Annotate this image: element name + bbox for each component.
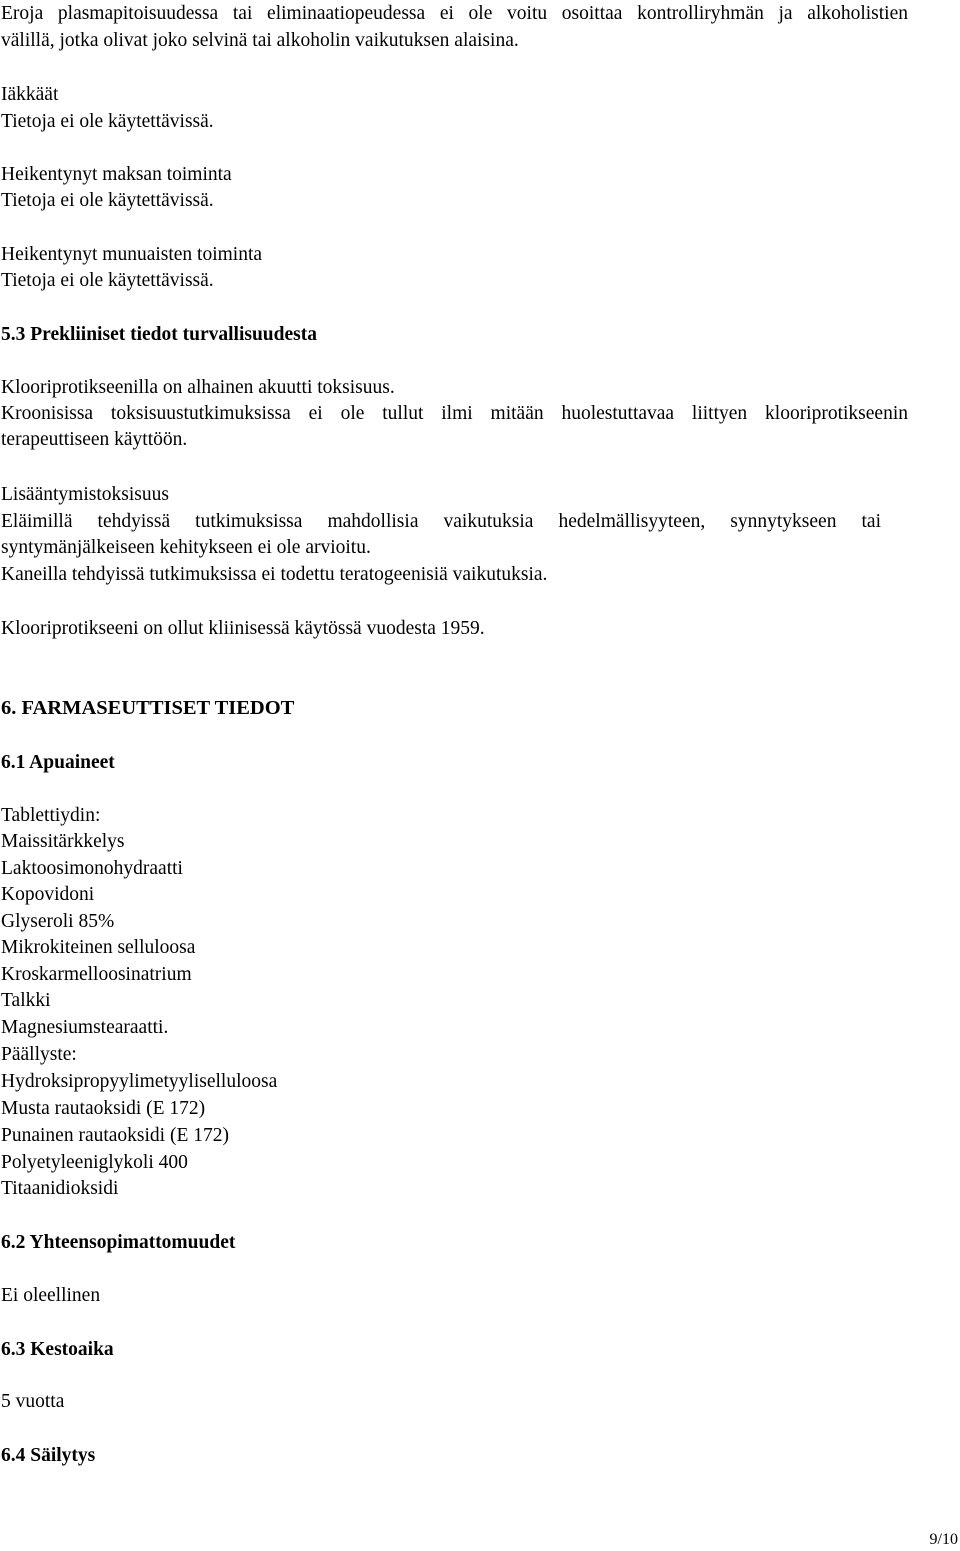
subheading-hepatic: Heikentynyt maksan toiminta [1, 164, 232, 185]
paragraph-line: Klooriprotikseenilla on alhainen akuutti toksisuus. [1, 377, 395, 398]
section-heading-6-1: 6.1 Apuaineet [1, 752, 115, 773]
paragraph-line: Klooriprotikseeni on ollut kliinisessä käytössä vuodesta 1959. [1, 618, 485, 639]
excipient-item: Hydroksipropyylimetyyliselluloosa [1, 1071, 278, 1092]
excipient-item: Mikrokiteinen selluloosa [1, 937, 196, 958]
section-heading-5-3: 5.3 Prekliiniset tiedot turvallisuudesta [1, 324, 317, 345]
subheading-elderly: Iäkkäät [1, 84, 59, 105]
excipient-item: Laktoosimonohydraatti [1, 858, 183, 879]
paragraph-line: 5 vuotta [1, 1391, 65, 1412]
paragraph-line: Kaneilla tehdyissä tutkimuksissa ei todettu teratogeenisiä vaikutuksia. [1, 564, 548, 585]
excipient-item: Kopovidoni [1, 884, 95, 905]
section-heading-6-4: 6.4 Säilytys [1, 1445, 96, 1466]
excipient-group-label: Tablettiydin: [1, 805, 101, 826]
excipient-item: Talkki [1, 990, 51, 1011]
excipient-item: Punainen rautaoksidi (E 172) [1, 1125, 229, 1146]
page-number: 9/10 [929, 1531, 958, 1548]
paragraph-line: Tietoja ei ole käytettävissä. [1, 190, 214, 211]
paragraph-line: Ei oleellinen [1, 1285, 101, 1306]
section-heading-6: 6. FARMASEUTTISET TIEDOT [1, 697, 295, 719]
excipient-item: Glyseroli 85% [1, 911, 115, 932]
excipient-item: Polyetyleeniglykoli 400 [1, 1152, 188, 1173]
excipient-group-label: Päällyste: [1, 1044, 77, 1065]
paragraph-line: Eläimillä tehdyissä tutkimuksissa mahdollisia vaikutuksia hedelmällisyyteen, synnytykseen tai [1, 511, 881, 532]
paragraph-line: terapeuttiseen käyttöön. [1, 429, 188, 450]
excipient-item: Magnesiumstearaatti. [1, 1017, 169, 1038]
paragraph-line: Kroonisissa toksisuustutkimuksissa ei ole tullut ilmi mitään huolestuttavaa liittyen klooriprotikseenin [1, 403, 908, 424]
excipient-item: Musta rautaoksidi (E 172) [1, 1098, 206, 1119]
subheading-reproductive-toxicity: Lisääntymistoksisuus [1, 484, 169, 505]
paragraph-line: Tietoja ei ole käytettävissä. [1, 111, 214, 132]
excipient-item: Maissitärkkelys [1, 831, 125, 852]
paragraph-line: Eroja plasmapitoisuudessa tai eliminaatiopeudessa ei ole voitu osoittaa kontrolliryhmän ja alkoholistien [1, 3, 908, 24]
section-heading-6-3: 6.3 Kestoaika [1, 1339, 114, 1360]
paragraph-line: välillä, jotka olivat joko selvinä tai alkoholin vaikutuksen alaisina. [1, 30, 519, 51]
excipient-item: Kroskarmelloosinatrium [1, 964, 192, 985]
subheading-renal: Heikentynyt munuaisten toiminta [1, 244, 263, 265]
paragraph-line: Tietoja ei ole käytettävissä. [1, 270, 214, 291]
excipient-item: Titaanidioksidi [1, 1178, 119, 1199]
paragraph-line: syntymänjälkeiseen kehitykseen ei ole arvioitu. [1, 537, 371, 558]
section-heading-6-2: 6.2 Yhteensopimattomuudet [1, 1232, 236, 1253]
